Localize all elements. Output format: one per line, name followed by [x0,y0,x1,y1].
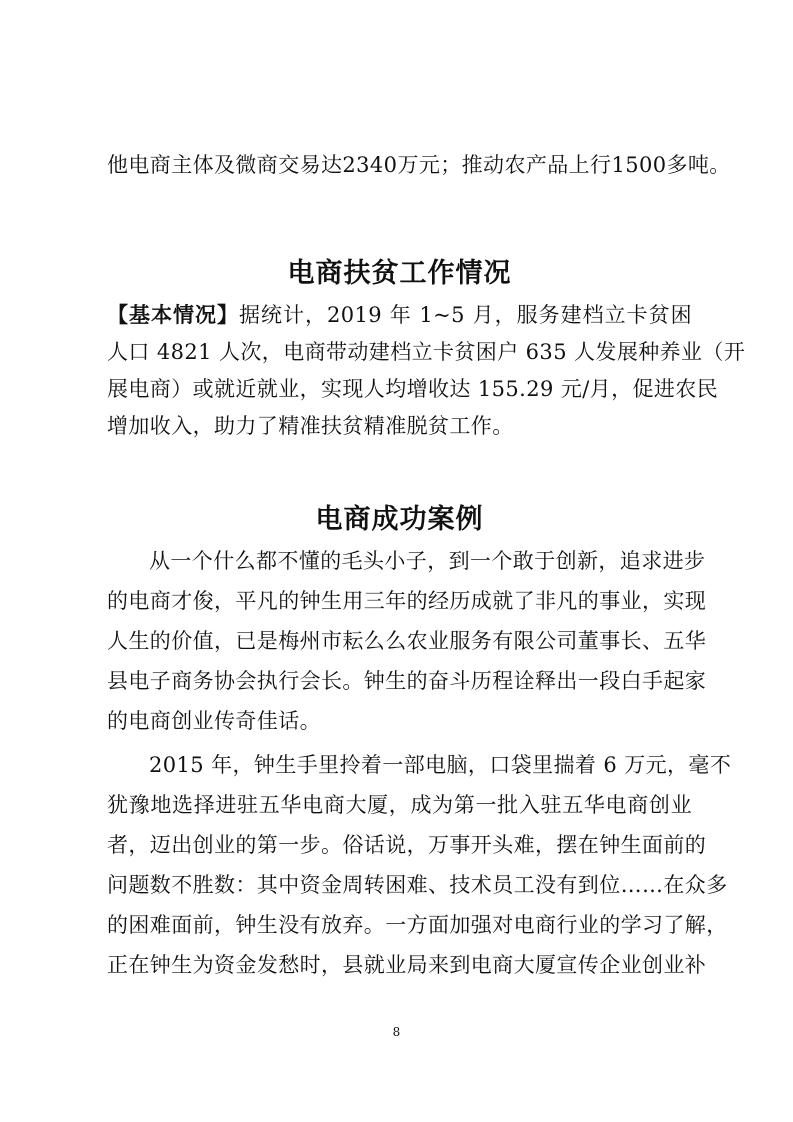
text-line: 的困难面前，钟生没有放弃。一方面加强对电商行业的学习了解， [107,913,728,937]
section-heading: 电商扶贫工作情况 [287,258,512,289]
text-line [107,300,692,330]
text-line: 人口 4821 人次，电商带动建档立卡贫困户 635 人发展种养业（开 [107,340,746,364]
text-line: 者，迈出创业的第一步。俗话说，万事开头难，摆在钟生面前的 [107,833,707,857]
text-line: 的电商创业传奇佳话。 [107,709,321,733]
page-number: 8 [392,1025,401,1039]
text-line: 2015 年，钟生手里拎着一部电脑，口袋里揣着 6 万元，毫不 [149,753,732,777]
text-line: 从一个什么都不懂的毛头小子，到一个敢于创新，追求进步 [149,549,706,573]
text-line: 人生的价值，已是梅州市耘么么农业服务有限公司董事长、五华 [107,629,707,653]
text-line: 县电子商务协会执行会长。钟生的奋斗历程诠释出一段白手起家 [107,669,707,693]
text-line: 犹豫地选择进驻五华电商大厦，成为第一批入驻五华电商创业 [107,793,692,817]
text-line: 的电商才俊，平凡的钟生用三年的经历成就了非凡的事业，实现 [107,589,707,613]
text-line: 他电商主体及微商交易达2340万元；推动农产品上行1500多吨。 [107,153,731,177]
text-span: 据统计，2019 年 1~5 月，服务建档立卡贫困 [239,303,692,327]
text-line: 增加收入，助力了精准扶贫精准脱贫工作。 [107,414,514,438]
text-line: 正在钟生为资金发愁时，县就业局来到电商大厦宣传企业创业补 [107,953,707,977]
section-label: 【基本情况】 [107,302,239,327]
text-line: 展电商）或就近就业，实现人均增收达 155.29 元/月，促进农民 [107,377,719,401]
section-heading: 电商成功案例 [315,504,484,535]
text-line: 问题数不胜数：其中资金周转困难、技术员工没有到位……在众多 [107,873,728,897]
